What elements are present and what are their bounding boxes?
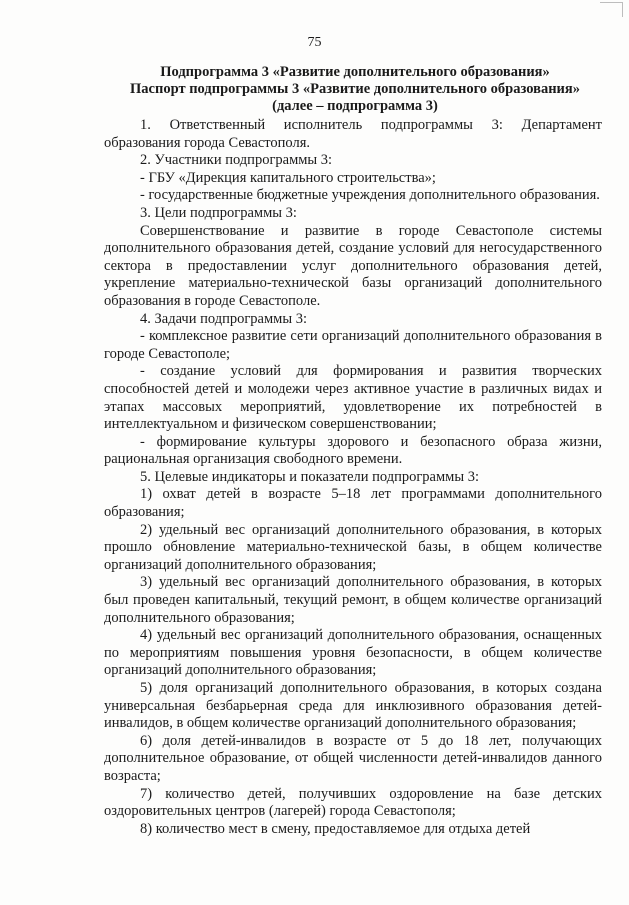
indicator-item: 2) удельный вес организаций дополнительного образования, в которых прошло обновление материально-технической базы, в общем количестве организаций дополнительного образования; [104, 521, 602, 573]
indicator-item: 6) доля детей-инвалидов в возрасте от 5 до 18 лет, получающих дополнительное образование, от общей численности детей-инвалидов данного возраста; [104, 732, 602, 784]
passport-body [104, 117, 602, 838]
subprogram-title: Подпрограмма 3 «Развитие дополнительного образования» [160, 64, 550, 80]
page-number: 75 [307, 35, 322, 50]
task-item: - комплексное развитие сети организаций дополнительного образования в городе Севастополе; [104, 328, 602, 362]
indicator-item: 8) количество мест в смену, предоставляемое для отдыха детей [140, 820, 531, 837]
tasks-heading: 4. Задачи подпрограммы 3: [140, 310, 307, 327]
scan-corner-mark [600, 2, 623, 17]
task-item: - создание условий для формирования и развития творческих способностей детей и молодежи через активное участие в различных видах и этапах массовых мероприятий, удовлетворение их потребностей в интеллектуальном и физическом совершенствовании; [104, 363, 602, 433]
indicators-heading: 5. Целевые индикаторы и показатели подпрограммы 3: [140, 468, 479, 485]
indicator-item: 4) удельный вес организаций дополнительного образования, оснащенных по мероприятиям повышения уровня безопасности, в общем количестве организаций дополнительного образования; [104, 627, 602, 679]
indicator-item: 3) удельный вес организаций дополнительного образования, в которых был проведен капитальный, текущий ремонт, в общем количестве организаций дополнительного образования; [104, 574, 602, 626]
participant-item: - государственные бюджетные учреждения дополнительного образования. [140, 187, 600, 204]
passport-subtitle: (далее – подпрограмма 3) [272, 98, 438, 114]
task-item: - формирование культуры здорового и безопасного образа жизни, рациональная организация свободного времени. [104, 433, 602, 468]
goals-paragraph: Совершенствование и развитие в городе Севастополе системы дополнительного образования детей, создание условий для негосударственного сектора в предоставлении услуг дополнительного образования детей, укрепление материально-технической базы организаций дополнительного образования в городе Севастополе. [104, 222, 602, 309]
participant-item: - ГБУ «Дирекция капитального строительства»; [140, 169, 436, 186]
indicator-item: 1) охват детей в возрасте 5–18 лет программами дополнительного образования; [104, 486, 602, 521]
participants-heading: 2. Участники подпрограммы 3: [140, 152, 333, 169]
responsible-executor-paragraph: 1. Ответственный исполнитель подпрограммы 3: Департамент образования города Севастополя. [104, 117, 602, 151]
indicator-item: 5) доля организаций дополнительного образования, в которых создана универсальная безбарьерная среда для инклюзивного образования детей-инвалидов, в общем количестве организаций дополнительного образования; [104, 680, 602, 732]
indicator-item: 7) количество детей, получивших оздоровление на базе детских оздоровительных центров (лагерей) города Севастополя; [104, 785, 602, 820]
passport-title: Паспорт подпрограммы 3 «Развитие дополнительного образования» [130, 81, 580, 97]
goals-heading: 3. Цели подпрограммы 3: [140, 204, 297, 221]
